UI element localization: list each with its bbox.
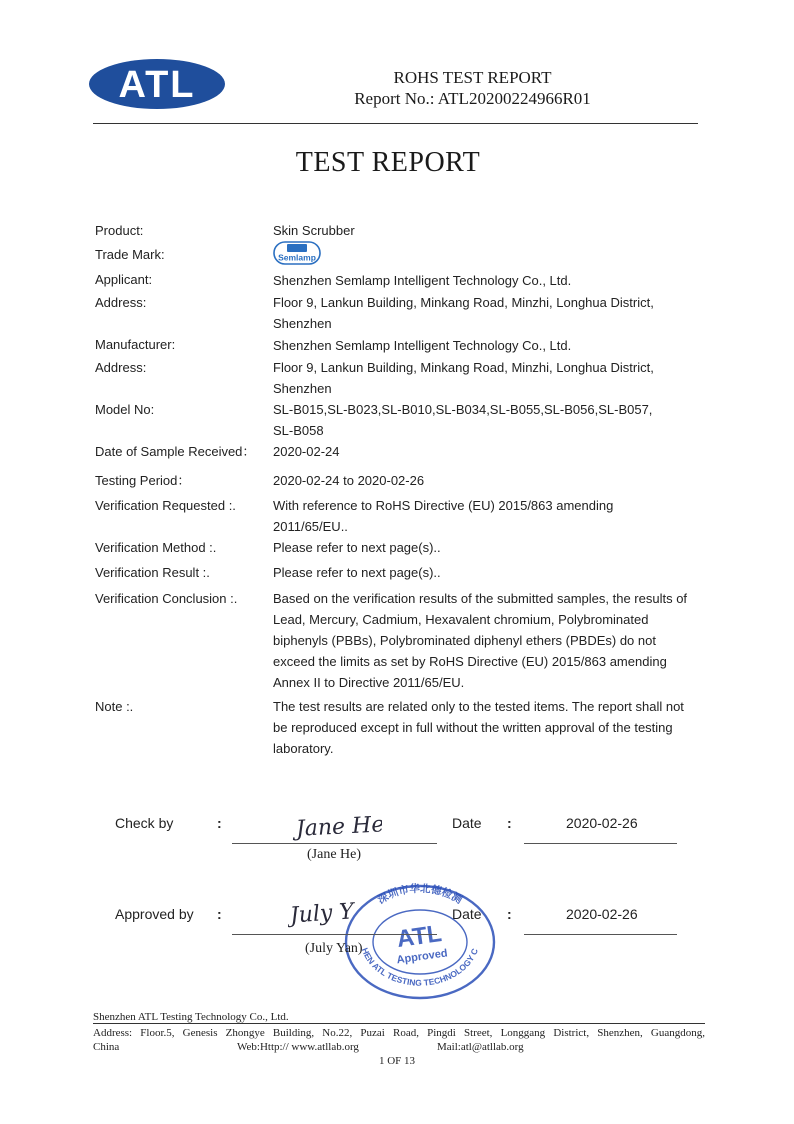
page-number: 1 OF 13 bbox=[378, 1055, 416, 1067]
check-date-line bbox=[524, 843, 677, 844]
conclusion-line: Lead, Mercury, Cadmium, Hexavalent chromium, Polybrominated bbox=[273, 612, 649, 627]
check-by-label: Check by bbox=[115, 815, 174, 831]
footer-divider bbox=[93, 1023, 705, 1024]
conclusion-line: Based on the verification results of the submitted samples, the results of bbox=[273, 591, 688, 606]
product-label: Product: bbox=[95, 223, 144, 238]
product-value: Skin Scrubber bbox=[273, 223, 355, 238]
semlamp-trademark-logo bbox=[273, 240, 323, 266]
check-date-value: 2020-02-26 bbox=[566, 815, 638, 831]
check-signature-line bbox=[232, 843, 437, 844]
svg-text:ATL: ATL bbox=[118, 64, 196, 106]
note-line: The test results are related only to the tested items. The report shall not bbox=[273, 699, 684, 714]
testing-period-label: Testing Period： bbox=[95, 473, 191, 488]
verification-conclusion-label: Verification Conclusion :. bbox=[95, 591, 238, 606]
verification-requested-line: 2011/65/EU.. bbox=[273, 519, 348, 534]
model-no-label: Model No: bbox=[95, 402, 155, 417]
svg-text:July Y: July Y bbox=[289, 899, 355, 929]
header-divider bbox=[93, 123, 698, 124]
verification-method-label: Verification Method :. bbox=[95, 540, 217, 555]
model-no-line: SL-B058 bbox=[273, 423, 324, 438]
svg-text:深圳市华北德检测: 深圳市华北德检测 bbox=[375, 882, 465, 907]
verification-result-label: Verification Result :. bbox=[95, 565, 210, 580]
check-date-label: Date bbox=[452, 815, 482, 831]
manufacturer-value: Shenzhen Semlamp Intelligent Technology Co., Ltd. bbox=[273, 338, 572, 353]
conclusion-line: exceed the limits as set by RoHS Directive (EU) 2015/863 amending bbox=[273, 654, 667, 669]
address-label: Address: bbox=[95, 360, 147, 375]
testing-period-value: 2020-02-24 to 2020-02-26 bbox=[273, 473, 425, 488]
check-by-colon: : bbox=[217, 815, 222, 831]
approved-date-value: 2020-02-26 bbox=[566, 906, 638, 922]
applicant-label: Applicant: bbox=[95, 272, 153, 287]
footer-country: China bbox=[93, 1041, 120, 1053]
svg-text:Jane He: Jane He bbox=[295, 812, 382, 842]
address-label: Address: bbox=[95, 295, 147, 310]
conclusion-line: Annex II to Directive 2011/65/EU. bbox=[273, 675, 465, 690]
verification-result-value: Please refer to next page(s).. bbox=[273, 565, 441, 580]
approved-date-colon: : bbox=[507, 906, 512, 922]
date-received-label: Date of Sample Received： bbox=[95, 444, 256, 459]
approved-signature bbox=[288, 895, 378, 929]
approved-by-label: Approved by bbox=[115, 906, 194, 922]
footer-mail: Mail:atl@atllab.org bbox=[437, 1041, 524, 1053]
approved-signature-line bbox=[232, 934, 437, 935]
footer-company: Shenzhen ATL Testing Technology Co., Ltd. bbox=[93, 1011, 289, 1023]
atl-logo bbox=[88, 58, 226, 110]
svg-text:Semlamp: Semlamp bbox=[278, 252, 316, 263]
note-line: be reproduced except in full without the written approval of the testing bbox=[273, 720, 673, 735]
conclusion-line: biphenyls (PBBs), Polybrominated diphenyl ethers (PBDEs) do not bbox=[273, 633, 656, 648]
address-line: Floor 9, Lankun Building, Minkang Road, Minzhi, Longhua District, bbox=[273, 295, 654, 310]
check-signature bbox=[292, 808, 382, 842]
document-title: TEST REPORT bbox=[295, 147, 481, 178]
svg-text:Approved: Approved bbox=[395, 947, 449, 967]
approved-by-colon: : bbox=[217, 906, 222, 922]
footer-address: Address: Floor.5, Genesis Zhongye Building, No.22, Puzai Road, Pingdi Street, Longgang District, Shenzhen, Guangdong, bbox=[93, 1027, 705, 1039]
address-line: Floor 9, Lankun Building, Minkang Road, Minzhi, Longhua District, bbox=[273, 360, 654, 375]
svg-text:ATL: ATL bbox=[395, 920, 444, 954]
address-line: Shenzhen bbox=[273, 316, 332, 331]
model-no-line: SL-B015,SL-B023,SL-B010,SL-B034,SL-B055,SL-B056,SL-B057, bbox=[273, 402, 653, 417]
trade-mark-label: Trade Mark: bbox=[95, 247, 165, 262]
verification-requested-line: With reference to RoHS Directive (EU) 2015/863 amending bbox=[273, 498, 614, 513]
address-line: Shenzhen bbox=[273, 381, 332, 396]
check-by-name: (Jane He) bbox=[307, 847, 362, 862]
report-header-title: ROHS TEST REPORT bbox=[393, 68, 552, 87]
applicant-value: Shenzhen Semlamp Intelligent Technology Co., Ltd. bbox=[273, 273, 572, 288]
verification-method-value: Please refer to next page(s).. bbox=[273, 540, 441, 555]
note-label: Note :. bbox=[95, 699, 134, 714]
note-line: laboratory. bbox=[273, 741, 334, 756]
check-date-colon: : bbox=[507, 815, 512, 831]
report-number: Report No.: ATL20200224966R01 bbox=[354, 89, 591, 108]
svg-text:SHENZHEN ATL TESTING TECHNOLOG: HEN ATL TESTING TECHNOLOGY C bbox=[359, 946, 480, 988]
verification-requested-label: Verification Requested :. bbox=[95, 498, 236, 513]
date-received-value: 2020-02-24 bbox=[273, 444, 340, 459]
approved-date-line bbox=[524, 934, 677, 935]
approved-by-name: (July Yan) bbox=[305, 941, 363, 956]
footer-web: Web:Http:// www.atllab.org bbox=[237, 1041, 359, 1053]
manufacturer-label: Manufacturer: bbox=[95, 337, 176, 352]
approved-date-label: Date bbox=[452, 906, 482, 922]
